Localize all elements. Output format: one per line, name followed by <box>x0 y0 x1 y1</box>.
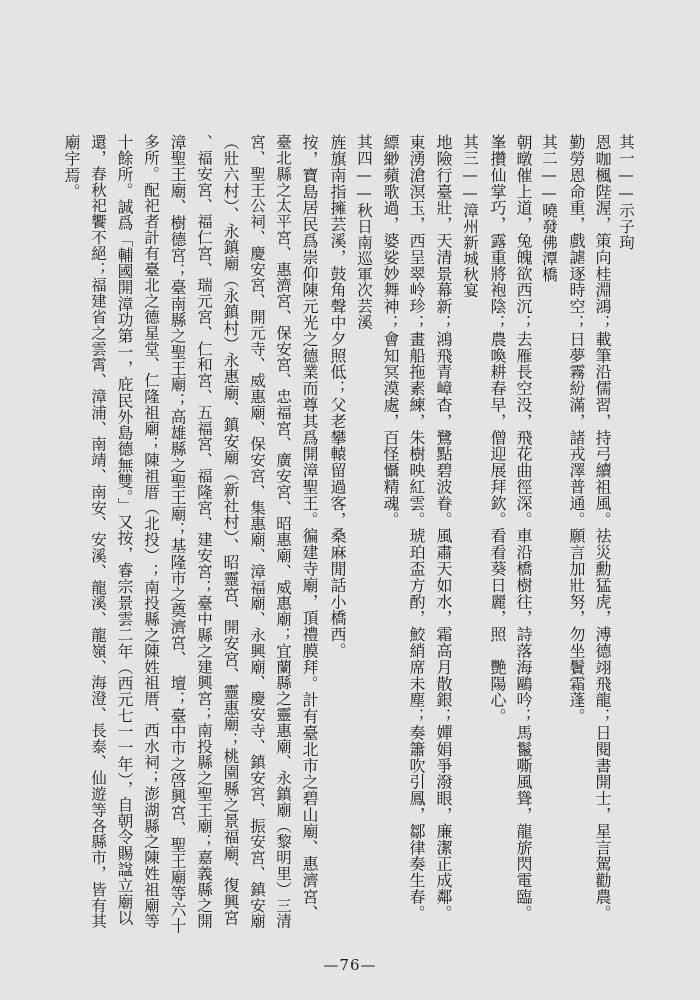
poem-1-heading: 其一——示子珣 <box>617 134 635 251</box>
poem-3-heading: 其三——漳州新城秋宴 <box>461 134 479 298</box>
poem-2-line-2: 峯攢仙掌巧，露重將袍陰；農喚耕春早，僧迎展拜欽。看看葵日麗，照 艷陽心。 <box>488 134 507 725</box>
poem-3-line-1: 地險行臺壯，天清景幕新；鴻飛青嶂杳，鷺點碧波眷。風肅天如水，霜高月散銀；嬋娟爭潑眼，廉潔正成鄰。 <box>434 134 453 922</box>
commentary-line-5: 、福安宮、福仁宮、瑞元宮、仁和宮、五福宮、福隆宮、建安宮；臺中縣之建興宮；南投縣之聖王廟；嘉義縣之開 <box>195 134 213 929</box>
poem-2-line-1: 朝暾催上道，兔魄欲西沉；去雁長空没，飛花曲徑深。車沿橋樹往，詩落海鷗吟；馬鬣嘶風聳，龍旂閃電臨。 <box>514 134 533 922</box>
commentary-line-9: 還，春秋祀饗不絕；福建省之雲霄、漳浦、南靖、南安、安溪、龍溪、龍嶺、海澄、長泰、仙遊等各縣市，皆有其 <box>89 134 107 929</box>
poem-2-heading: 其二——曉發佛潭橋 <box>540 134 558 283</box>
commentary-line-6: 漳聖王廟、樹德宮；臺南縣之聖王廟；高雄縣之聖王廟；基隆市之奠濟宮、 壇；臺中市之啓興宮、聖王廟等六十 <box>168 134 187 934</box>
poem-3-line-3: 縹緲蘋歌過，婆娑妙舞神；會知冥漠處，百怪懾精魂。 <box>381 134 400 528</box>
poem-4-line-1: 旌旗南指擁芸溪，鼓角聲中夕照低；父老攀轅留過客，桑麻閒話小橋西。 <box>328 134 347 659</box>
commentary-line-2: 臺北縣之太平宮、惠濟宮、保安宮、忠福宮、廣安宮、昭惠廟、威惠廟；宜蘭縣之靈惠廟、永鎮廟（黎明里）三清 <box>274 134 292 929</box>
commentary-line-8: 十餘所。誠爲「輔國開漳功第一，庇民外島德無雙。」又按，睿宗景雲二年（西元七一一年），自朝令賜諡立廟以 <box>115 134 134 926</box>
commentary-line-4: （壯六村）、永鎮廟（永鎮村）永惠廟、鎮安廟（新社村）、昭靈宮、開安宮、靈惠廟；桃園縣之景福廟、復興宮 <box>221 134 240 926</box>
commentary-line-1: 按，寶島居民爲崇仰陳元光之德業而尊其爲開漳聖王。徧建寺廟，頂禮膜拜。計有臺北市之碧山廟、惠濟宮、 <box>300 134 319 922</box>
poem-3-line-2: 東湧滄溟玉，西呈翠岭珍；畫船拖素練，朱樹映紅雲。琥珀盃方酌，鮫綃席未塵；奏簫吹引鳳，鄒律奏生春。 <box>407 134 426 922</box>
poem-1-line-2: 勤勞恩命重，戲謔逐時空；日夢霧紛滿，諸戎澤普通。願言加壯努，勿坐鬢霜蓬。 <box>567 134 586 725</box>
poem-4-heading: 其四——秋日南巡軍次芸溪 <box>355 134 373 330</box>
commentary-line-3: 宮、聖王公祠、慶安宮、開元寺、威惠廟、保安宮、集惠廟、漳福廟、永興廟、慶安寺、鎮安宮、振安宮、鎮安廟 <box>248 134 266 929</box>
poem-1-line-1: 恩咖楓陛渥，策向桂淵鴻；載筆沿儒習，持弓續祖風。祛災勳猛虎，溥德翊飛龍；日閱書開士，星言駕勸農。 <box>593 134 612 922</box>
commentary-line-10: 廟宇焉。 <box>62 134 81 200</box>
page-number: —76— <box>323 956 377 974</box>
commentary-line-7: 多所。配祀者計有臺北之德星堂、仁隆祖廟；陳祖厝（北投）；南投縣之陳姓祖厝、西水祠；澎湖縣之陳姓祖廟等 <box>142 134 160 929</box>
